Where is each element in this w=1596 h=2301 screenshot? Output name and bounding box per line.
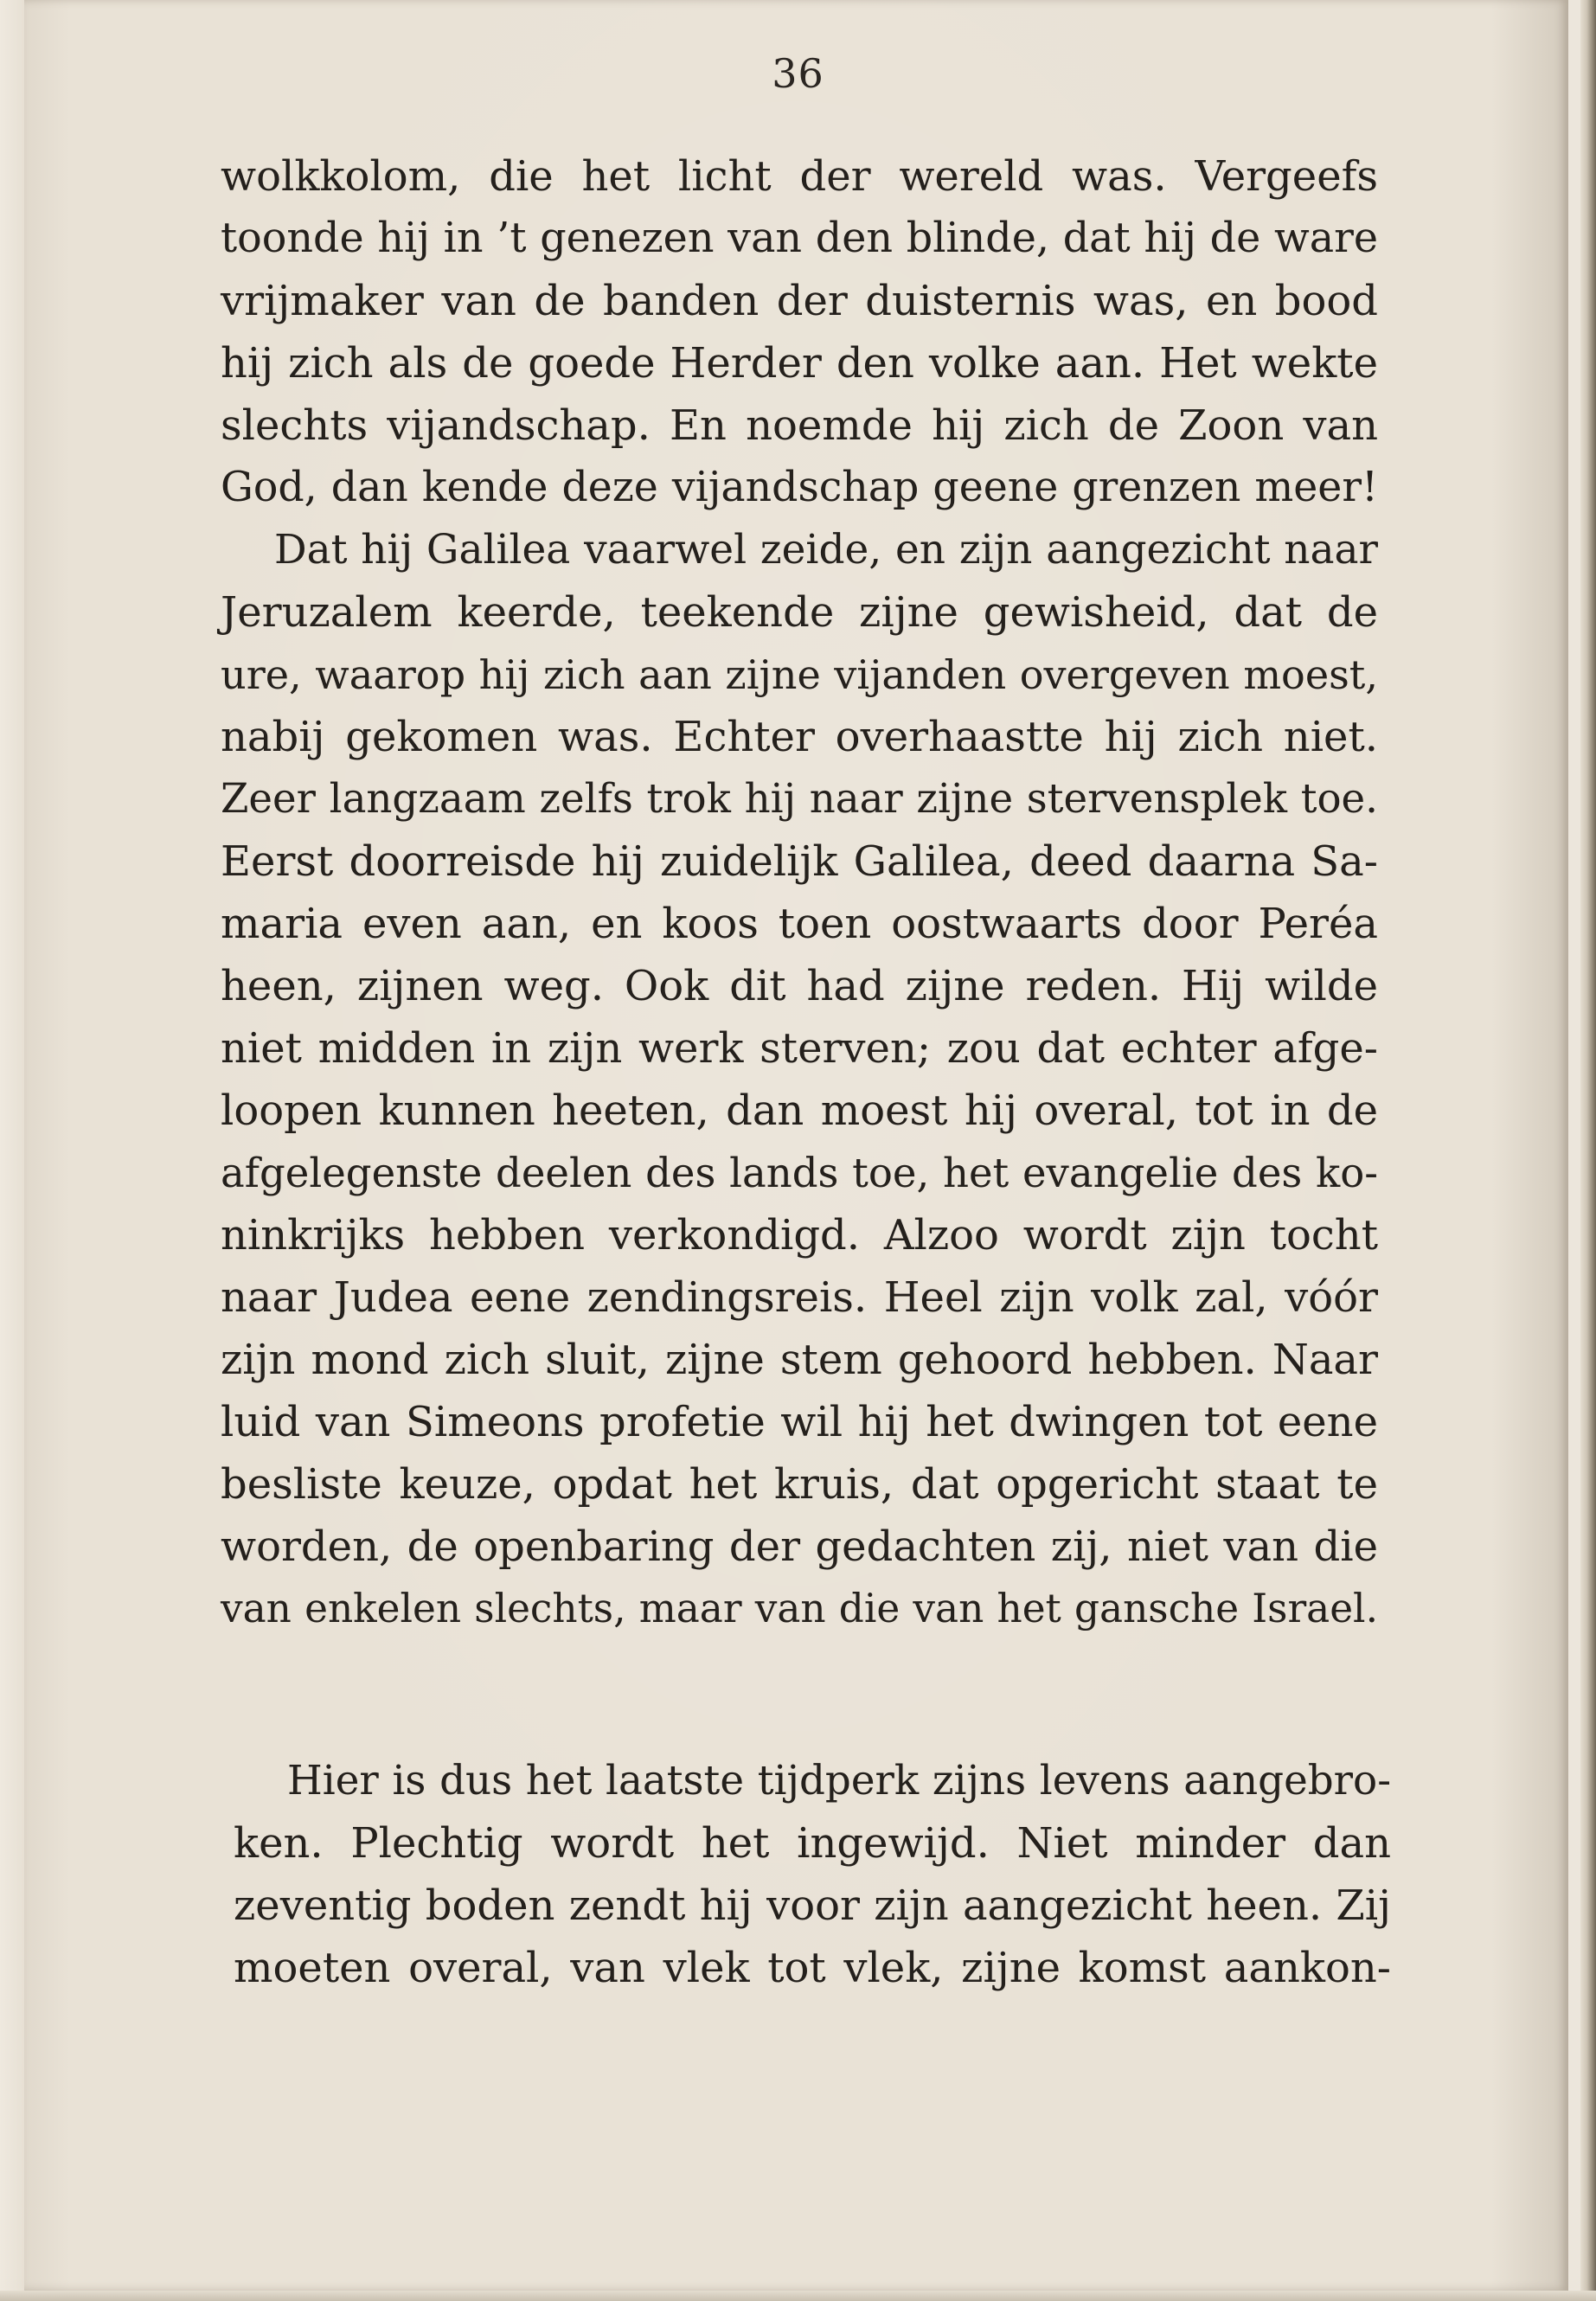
text-line: ninkrijks hebben verkondigd. Alzoo wordt zijn tocht: [221, 1211, 1378, 1259]
text-line: moeten overal, van vlek tot vlek, zijne komst aankon-: [234, 1944, 1391, 1992]
text-line: Jeruzalem keerde, teekende zijne gewisheid, dat de: [221, 588, 1378, 637]
text-line: wolkkolom, die het licht der wereld was. Vergeefs: [221, 152, 1378, 201]
text-line: heen, zijnen weg. Ook dit had zijne reden. Hij wilde: [221, 962, 1378, 1010]
text-line: niet midden in zijn werk sterven; zou dat echter afge-: [221, 1024, 1378, 1073]
text-line: Hier is dus het laatste tijdperk zijns levens aangebro-: [287, 1758, 1391, 1804]
text-line: ken. Plechtig wordt het ingewijd. Niet minder dan: [234, 1819, 1391, 1868]
text-line: Eerst doorreisde hij zuidelijk Galilea, deed daarna Sa-: [221, 837, 1378, 886]
text-line: vrijmaker van de banden der duisternis was, en bood: [221, 277, 1378, 325]
text-line: Dat hij Galilea vaarwel zeide, en zijn aangezicht naar: [274, 526, 1378, 574]
text-line: slechts vijandschap. En noemde hij zich de Zoon van: [221, 401, 1378, 450]
text-line: besliste keuze, opdat het kruis, dat opgericht staat te: [221, 1460, 1378, 1509]
text-line: van enkelen slechts, maar van die van het gansche Israel.: [221, 1586, 1378, 1631]
page-bottom-edge: [0, 2291, 1596, 2301]
page-right-edge: [1580, 0, 1596, 2301]
text-line: nabij gekomen was. Echter overhaastte hij zich niet.: [221, 713, 1378, 761]
text-line: hij zich als de goede Herder den volke aan. Het wekte: [221, 339, 1378, 388]
text-line: loopen kunnen heeten, dan moest hij overal, tot in de: [221, 1086, 1378, 1135]
text-line: maria even aan, en koos toen oostwaarts door Peréa: [221, 900, 1378, 948]
text-line: zijn mond zich sluit, zijne stem gehoord hebben. Naar: [221, 1336, 1378, 1384]
text-line: toonde hij in ’t genezen van den blinde, dat hij de ware: [221, 215, 1378, 262]
text-line: God, dan kende deze vijandschap geene grenzen meer!: [221, 464, 1378, 511]
text-line: zeventig boden zendt hij voor zijn aangezicht heen. Zij: [234, 1881, 1391, 1930]
text-line: naar Judea eene zendingsreis. Heel zijn volk zal, vóór: [221, 1273, 1378, 1322]
paragraph-2: [234, 1750, 1391, 1999]
text-line: luid van Simeons profetie wil hij het dwingen tot eene: [221, 1398, 1378, 1446]
page-left-margin: [0, 0, 24, 2301]
text-line: Zeer langzaam zelfs trok hij naar zijne stervensplek toe.: [221, 776, 1378, 823]
paragraph-1: [221, 145, 1378, 1640]
page-number: 36: [772, 50, 824, 97]
text-line: ure, waarop hij zich aan zijne vijanden overgeven moest,: [221, 651, 1378, 698]
text-line: worden, de openbaring der gedachten zij, niet van die: [221, 1522, 1378, 1571]
text-line: afgelegenste deelen des lands toe, het evangelie des ko-: [221, 1150, 1378, 1196]
